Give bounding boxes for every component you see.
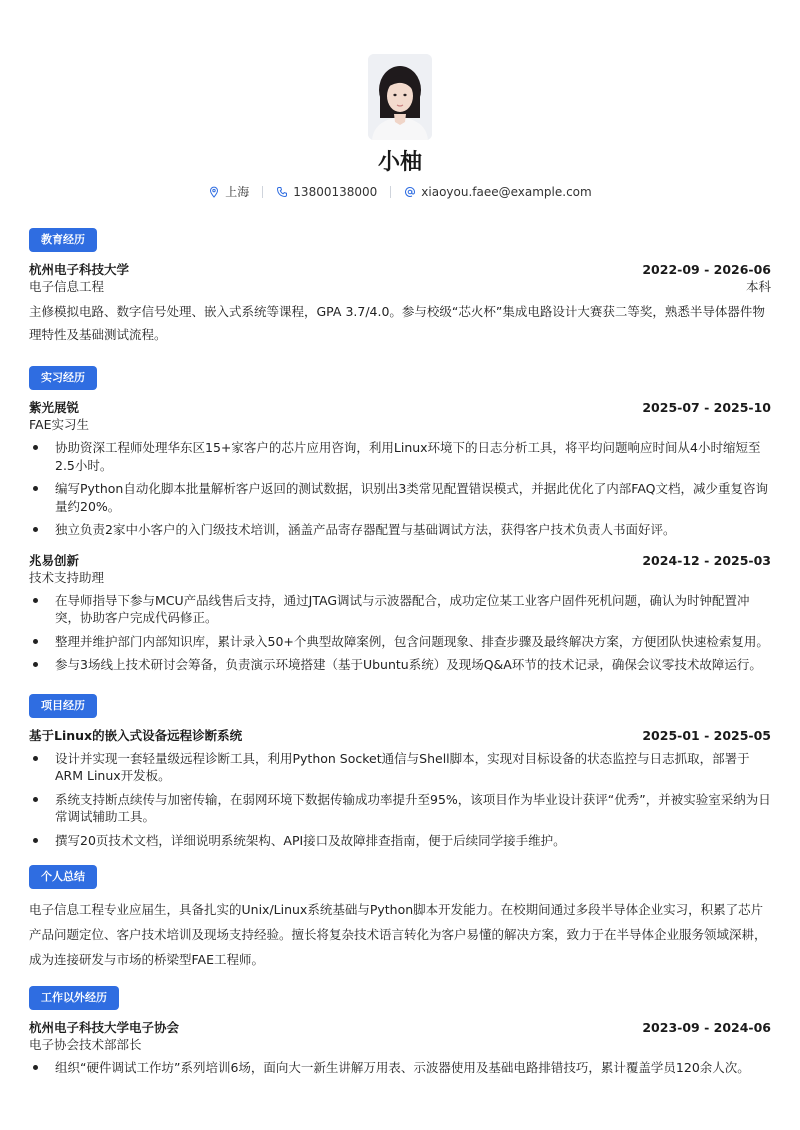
date-range: 2025-01 - 2025-05 (642, 727, 771, 743)
avatar (368, 54, 432, 140)
date-range: 2022-09 - 2026-06 (642, 262, 771, 277)
job-role: 技术支持助理 (29, 569, 105, 585)
company-name: 紫光展锐 (29, 400, 80, 415)
location-text: 上海 (225, 185, 250, 199)
position-title: 电子协会技术部部长 (29, 1037, 142, 1052)
bullet-item: 参与3场线上技术研讨会筹备，负责演示环境搭建（基于Ubuntu系统）及现场Q&A环节的技术记录，确保会议零技术故障运行。 (29, 656, 771, 674)
bullet-list (29, 439, 771, 539)
date-range: 2025-07 - 2025-10 (642, 400, 771, 415)
phone-text: 13800138000 (293, 185, 378, 199)
internship-entry (29, 399, 771, 539)
bullet-item: 整理并维护部门内部知识库，累计录入50+个典型故障案例，包含问题现象、排查步骤及最终解决方案，方便团队快速检索复用。 (29, 633, 771, 651)
job-role: FAE实习生 (29, 417, 89, 432)
projects-section (29, 694, 771, 850)
candidate-name: 小柚 (377, 150, 422, 175)
section-title: 实习经历 (29, 366, 97, 390)
education-section (29, 228, 771, 346)
date-range: 2023-09 - 2024-06 (642, 1020, 771, 1035)
section-title: 教育经历 (29, 228, 97, 252)
organization-name: 杭州电子科技大学电子协会 (29, 1020, 180, 1035)
summary-section (29, 865, 771, 972)
internship-section (29, 366, 771, 674)
extracurricular-entry (29, 1019, 771, 1077)
project-entry (29, 727, 771, 850)
bullet-item: 编写Python自动化脚本批量解析客户返回的测试数据，识别出3类常见配置错误模式，并据此优化了内部FAQ文档，减少重复咨询量约20%。 (29, 480, 771, 515)
education-description: 主修模拟电路、数字信号处理、嵌入式系统等课程，GPA 3.7/4.0。参与校级“芯火杯”集成电路设计大赛获二等奖，熟悉半导体器件物理特性及基础测试流程。 (29, 304, 765, 342)
contact-divider (390, 186, 391, 198)
internship-entry (29, 552, 771, 674)
education-entry (29, 261, 771, 346)
contact-email (404, 184, 591, 200)
contact-info (29, 184, 771, 200)
section-title: 工作以外经历 (29, 986, 119, 1010)
degree: 本科 (745, 279, 771, 294)
section-title: 项目经历 (29, 694, 97, 718)
major: 电子信息工程 (29, 279, 105, 294)
section-title: 个人总结 (29, 865, 97, 889)
email-text: xiaoyou.faee@example.com (421, 185, 592, 199)
bullet-item: 在导师指导下参与MCU产品线售后支持，通过JTAG调试与示波器配合，成功定位某工业客户固件死机问题，确认为时钟配置冲突，协助客户完成代码修正。 (29, 592, 771, 627)
bullet-list (29, 750, 771, 850)
phone-icon (276, 186, 288, 198)
bullet-item: 协助资深工程师处理华东区15+家客户的芯片应用咨询，利用Linux环境下的日志分析工具，将平均问题响应时间从4小时缩短至2.5小时。 (29, 439, 771, 474)
contact-divider (262, 186, 263, 198)
school-name: 杭州电子科技大学 (29, 262, 130, 277)
resume-header (29, 0, 771, 200)
bullet-item: 组织“硬件调试工作坊”系列培训6场，面向大一新生讲解万用表、示波器使用及基础电路排错技巧，累计覆盖学员120余人次。 (29, 1059, 771, 1077)
bullet-item: 设计并实现一套轻量级远程诊断工具，利用Python Socket通信与Shell脚本，实现对目标设备的状态监控与日志抓取，部署于ARM Linux开发板。 (29, 750, 771, 785)
contact-location (208, 184, 249, 200)
at-sign-icon (404, 186, 416, 198)
bullet-list (29, 1059, 771, 1077)
avatar-portrait-icon (368, 54, 432, 140)
project-name: 基于Linux的嵌入式设备远程诊断系统 (29, 727, 243, 743)
summary-text: 电子信息工程专业应届生，具备扎实的Unix/Linux系统基础与Python脚本开发能力。在校期间通过多段半导体企业实习，积累了芯片产品问题定位、客户技术培训及现场支持经验。擅长将复杂技术语言转化为客户易懂的解决方案，致力于在半导体企业服务领域深耕，成为连接研发与市场的桥梁型FAE工程师。 (29, 902, 767, 967)
extracurricular-section (29, 986, 771, 1077)
date-range: 2024-12 - 2025-03 (642, 552, 771, 568)
map-pin-icon (208, 186, 220, 198)
bullet-item: 系统支持断点续传与加密传输，在弱网环境下数据传输成功率提升至95%，该项目作为毕业设计获评“优秀”，并被实验室采纳为日常调试辅助工具。 (29, 791, 771, 826)
bullet-list (29, 592, 771, 674)
contact-phone (276, 184, 377, 200)
company-name: 兆易创新 (29, 552, 80, 568)
bullet-item: 撰写20页技术文档，详细说明系统架构、API接口及故障排查指南，便于后续同学接手维护。 (29, 832, 771, 850)
bullet-item: 独立负责2家中小客户的入门级技术培训，涵盖产品寄存器配置与基础调试方法，获得客户技术负责人书面好评。 (29, 521, 771, 539)
